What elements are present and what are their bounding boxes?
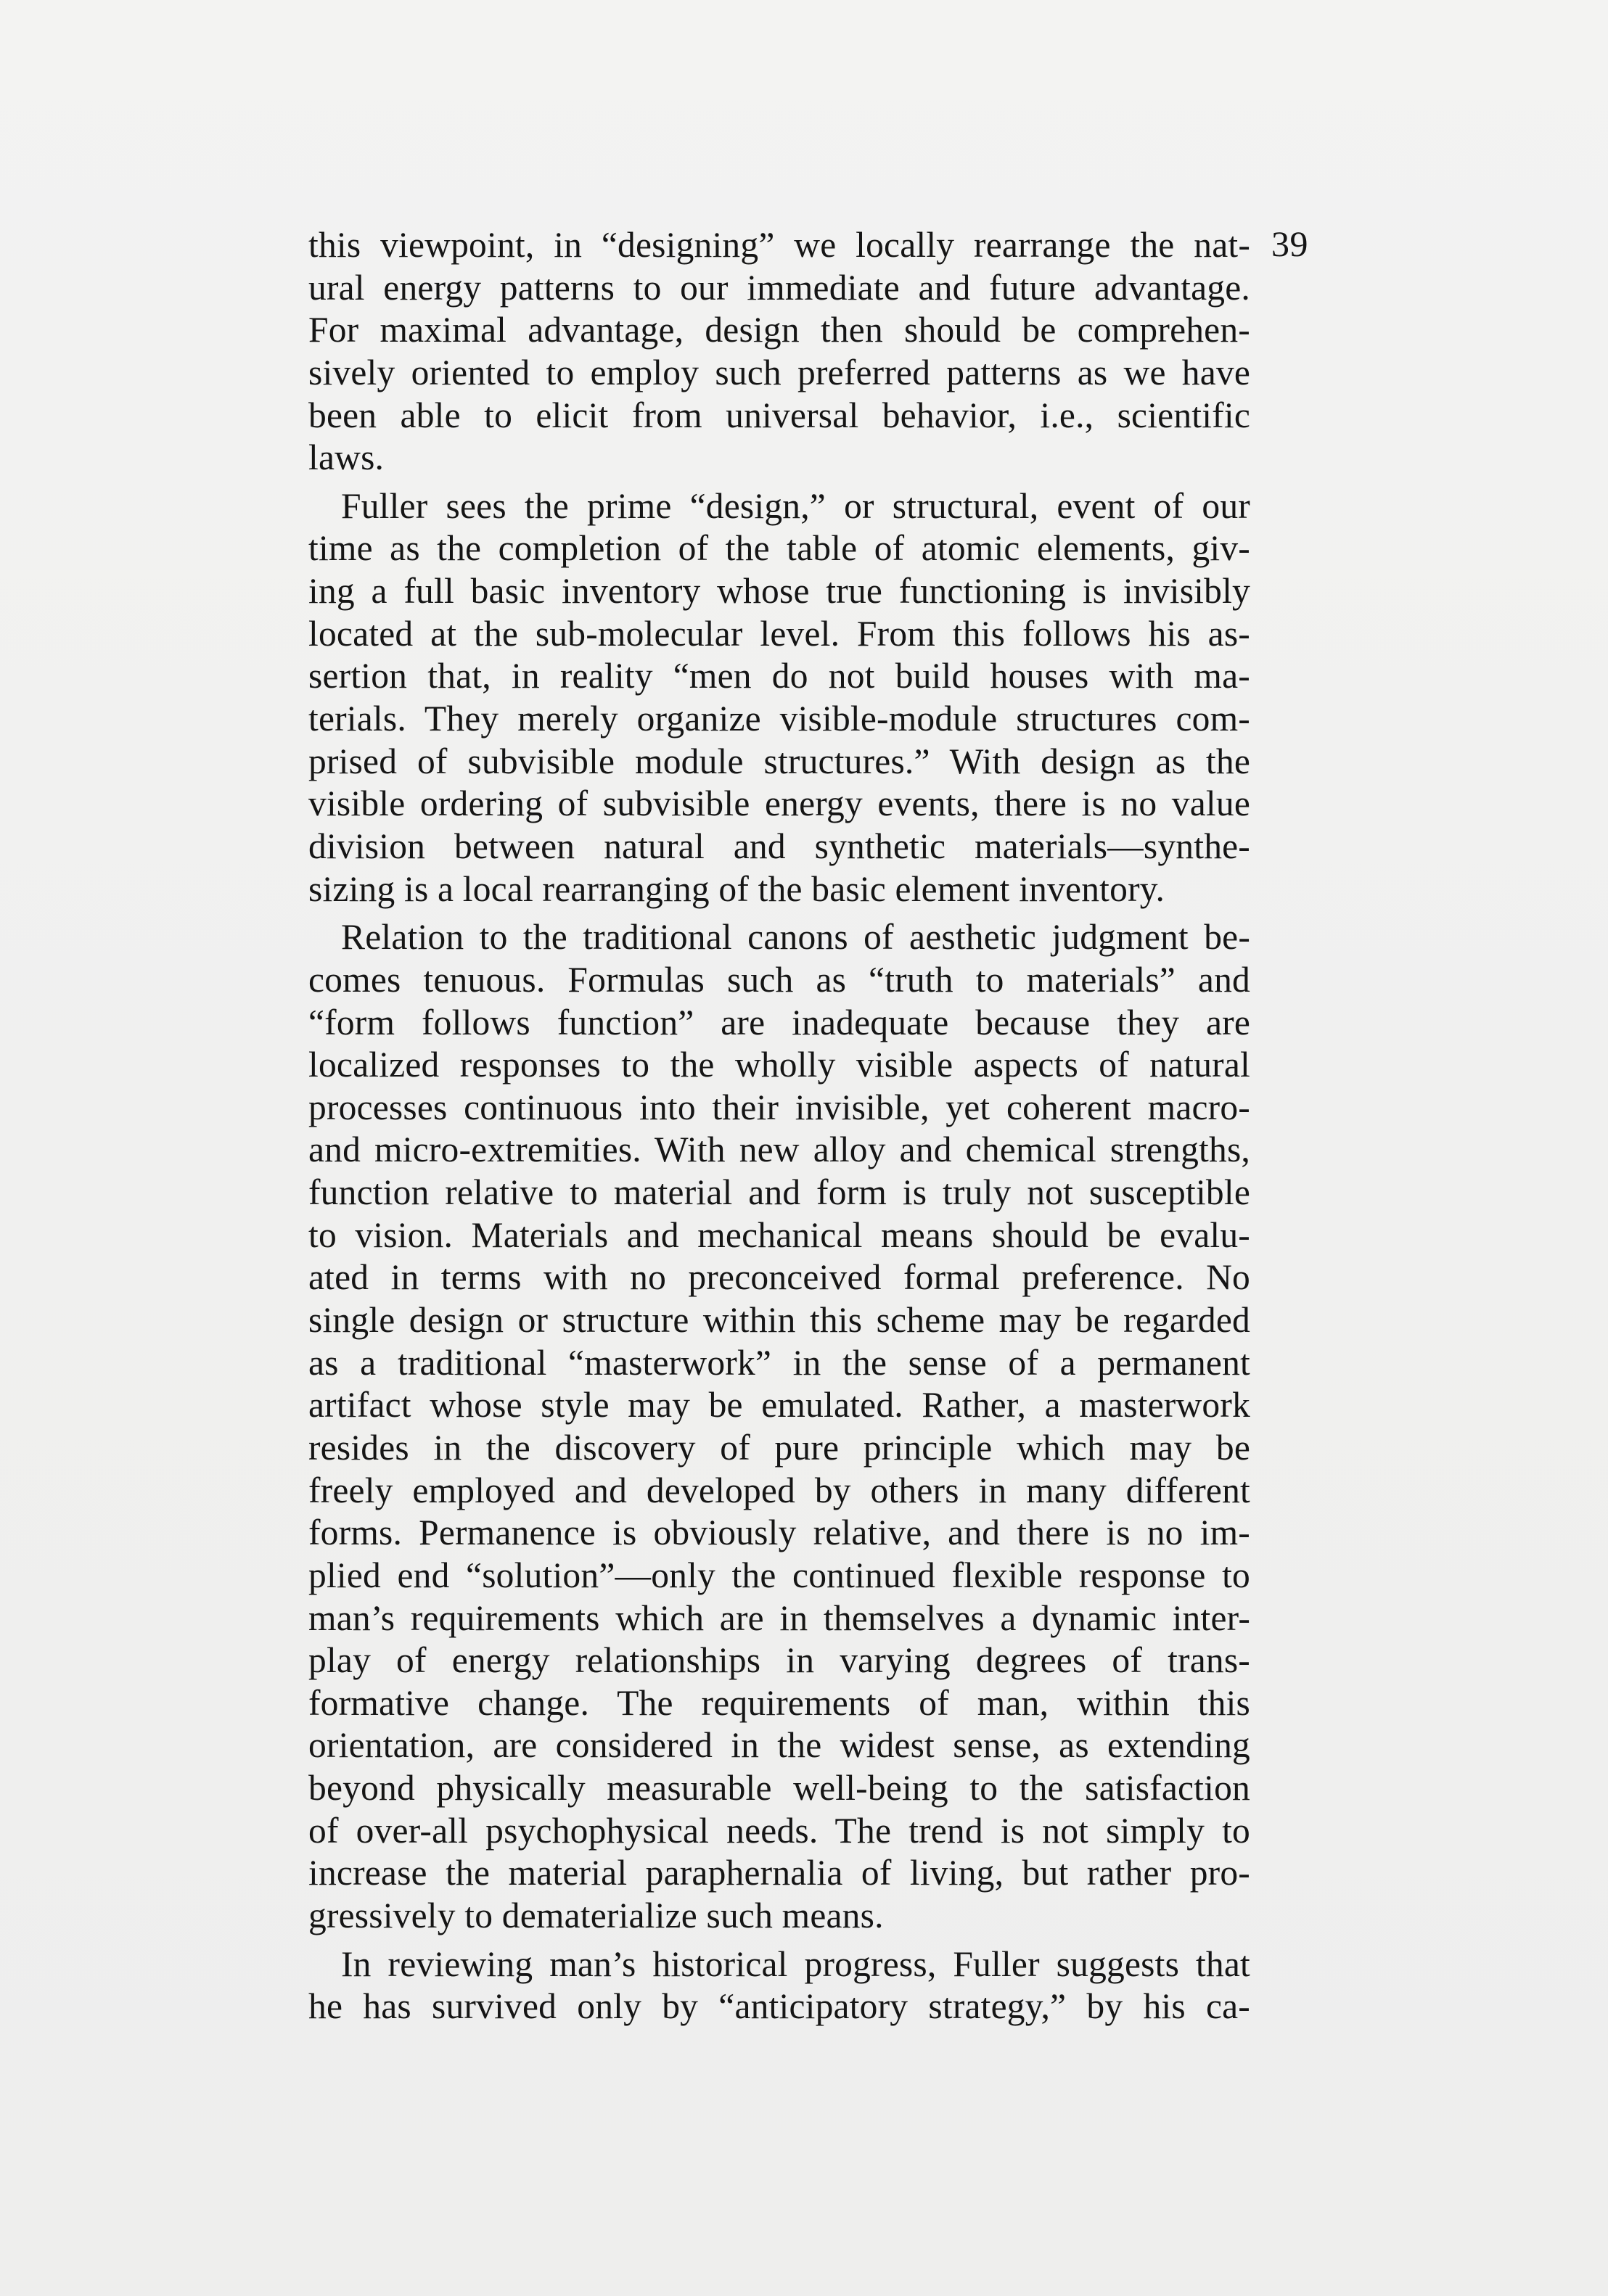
text-line: located at the sub-molecular level. From this follows his as- bbox=[308, 613, 1250, 654]
text-line: single design or structure within this scheme may be regarded bbox=[308, 1300, 1250, 1341]
text-line: ated in terms with no preconceived formal preference. No bbox=[308, 1257, 1250, 1298]
text-line: sizing is a local rearranging of the basic element inventory. bbox=[308, 868, 1165, 909]
text-line: increase the material paraphernalia of living, but rather pro- bbox=[308, 1853, 1250, 1893]
text-line: plied end “solution”—only the continued flexible response to bbox=[308, 1555, 1250, 1595]
text-line: localized responses to the wholly visible aspects of natural bbox=[308, 1045, 1250, 1085]
text-line: resides in the discovery of pure principle which may be bbox=[308, 1427, 1250, 1468]
text-line: ing a full basic inventory whose true functioning is invisibly bbox=[308, 571, 1250, 612]
body-text bbox=[308, 224, 1250, 2028]
text-line: artifact whose style may be emulated. Rather, a masterwork bbox=[308, 1385, 1250, 1425]
text-line: gressively to dematerialize such means. bbox=[308, 1895, 884, 1935]
text-line: time as the completion of the table of atomic elements, giv- bbox=[308, 528, 1250, 569]
text-line: sively oriented to employ such preferred patterns as we have bbox=[308, 352, 1250, 392]
text-line: sertion that, in reality “men do not build houses with ma- bbox=[308, 656, 1250, 696]
text-line: formative change. The requirements of man, within this bbox=[308, 1682, 1250, 1723]
text-line: of over-all psychophysical needs. The trend is not simply to bbox=[308, 1810, 1250, 1851]
text-line: Relation to the traditional canons of aesthetic judgment be- bbox=[341, 917, 1250, 958]
text-line: been able to elicit from universal behavior, i.e., scientific bbox=[308, 395, 1250, 435]
text-line: laws. bbox=[308, 437, 385, 478]
text-line: function relative to material and form is truly not susceptible bbox=[308, 1172, 1250, 1213]
text-line: orientation, are considered in the widest sense, as extending bbox=[308, 1725, 1250, 1766]
text-line: ural energy patterns to our immediate and future advantage. bbox=[308, 267, 1250, 308]
paragraph-1 bbox=[308, 224, 1250, 480]
text-line: “form follows function” are inadequate because they are bbox=[308, 1002, 1250, 1042]
text-line: beyond physically measurable well-being to the satisfaction bbox=[308, 1768, 1250, 1809]
text-line: visible ordering of subvisible energy events, there is no value bbox=[308, 783, 1250, 824]
text-line: he has survived only by “anticipatory strategy,” by his ca- bbox=[308, 1986, 1250, 2027]
text-line: as a traditional “masterwork” in the sense of a permanent bbox=[308, 1342, 1250, 1383]
paragraph-2 bbox=[308, 485, 1250, 910]
text-line: Fuller sees the prime “design,” or structural, event of our bbox=[341, 485, 1250, 526]
text-line: terials. They merely organize visible-module structures com- bbox=[308, 699, 1250, 739]
text-line: forms. Permanence is obviously relative, and there is no im- bbox=[308, 1513, 1250, 1553]
text-line: division between natural and synthetic materials—synthe- bbox=[308, 826, 1250, 866]
paragraph-4 bbox=[308, 1943, 1250, 2028]
text-line: processes continuous into their invisible, yet coherent macro- bbox=[308, 1087, 1250, 1127]
text-line: comes tenuous. Formulas such as “truth to materials” and bbox=[308, 959, 1250, 1000]
text-line: play of energy relationships in varying degrees of trans- bbox=[308, 1640, 1250, 1681]
paragraph-3 bbox=[308, 916, 1250, 1937]
text-line: to vision. Materials and mechanical means should be evalu- bbox=[308, 1214, 1250, 1255]
text-line: and micro-extremities. With new alloy and chemical strengths, bbox=[308, 1130, 1250, 1170]
text-line: For maximal advantage, design then should be comprehen- bbox=[308, 310, 1250, 350]
text-line: this viewpoint, in “designing” we locally rearrange the nat- bbox=[308, 225, 1250, 265]
text-line: prised of subvisible module structures.” With design as the bbox=[308, 741, 1250, 781]
text-line: freely employed and developed by others in many different bbox=[308, 1470, 1250, 1510]
text-line: man’s requirements which are in themselves a dynamic inter- bbox=[308, 1597, 1250, 1638]
page-number: 39 bbox=[1271, 223, 1308, 264]
text-line: In reviewing man’s historical progress, Fuller suggests that bbox=[341, 1943, 1250, 1984]
